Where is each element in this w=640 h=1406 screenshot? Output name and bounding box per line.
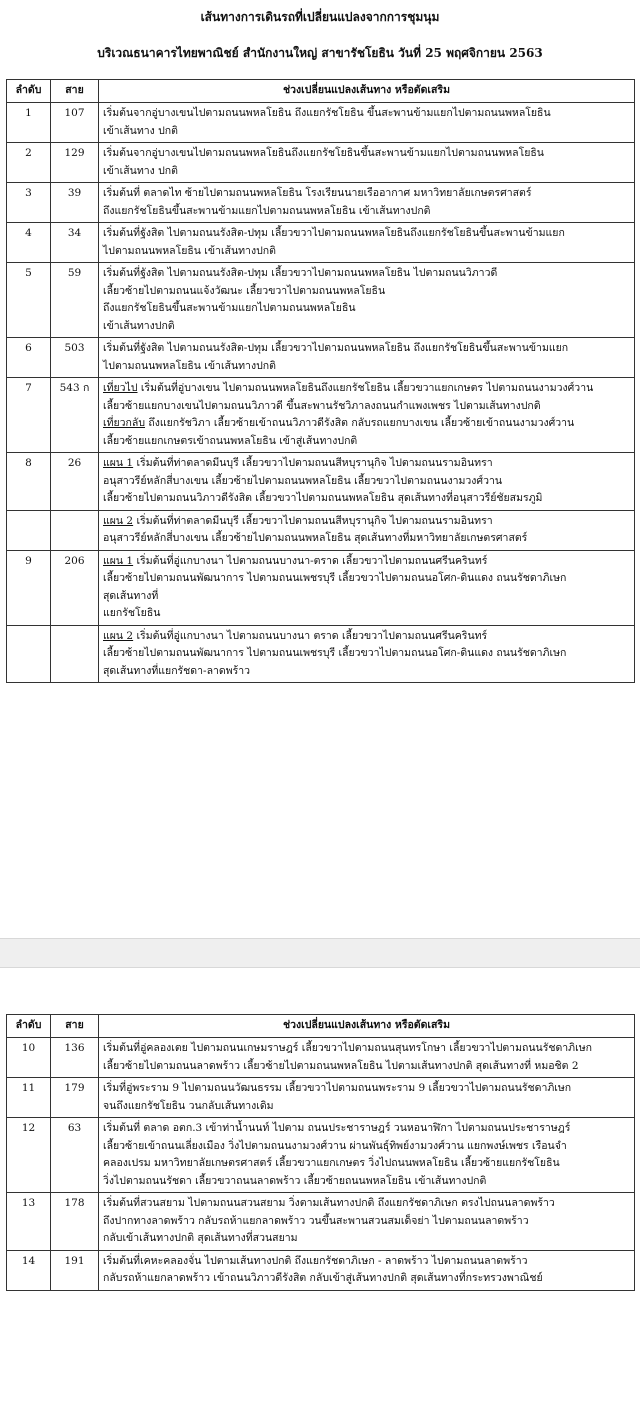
- route-description-line: [103, 1138, 630, 1156]
- table-row: [7, 1250, 635, 1290]
- route-description-line: [103, 415, 630, 433]
- route-description-line: [103, 145, 630, 163]
- route-description-line: [103, 318, 630, 336]
- cell-order: 5: [7, 263, 51, 338]
- table-row: [7, 263, 635, 338]
- route-description-line: [103, 105, 630, 123]
- cell-route-change: [99, 625, 635, 683]
- route-description-line: [103, 163, 630, 181]
- plan-label: แผน 2: [103, 514, 134, 527]
- route-description-line: [103, 243, 630, 261]
- route-description-text: เข้าเส้นทาง ปกติ: [103, 164, 178, 177]
- route-description-line: [103, 398, 630, 416]
- cell-route-change: [99, 1193, 635, 1251]
- route-description-text: ถึงแยกรัชโยธินขึ้นสะพานข้ามแยกไปตามถนนพหลโยธิน: [103, 302, 356, 314]
- route-description-line: [103, 473, 630, 491]
- route-description-line: [103, 455, 630, 473]
- route-description-line: [103, 1213, 630, 1231]
- route-description-line: [103, 225, 630, 243]
- route-description-text: เริ่มต้นที่ท่าตลาดมีนบุรี เลี้ยวขวาไปตามถนนสีหบุรานุกิจ ไปตามถนนรามอินทรา: [133, 514, 493, 527]
- cell-order: 8: [7, 453, 51, 511]
- cell-order: 3: [7, 183, 51, 223]
- route-description-text: ถึงแยกรัชวิภา เลี้ยวซ้ายเข้าถนนวิภาวดีรังสิต กลับรถแยกบางเขน เลี้ยวซ้ายเข้าถนนงามวงศ์วาน: [145, 417, 575, 429]
- cell-route-change: [99, 550, 635, 625]
- table-row: [7, 453, 635, 511]
- cell-route: 206: [51, 550, 99, 625]
- cell-route-change: [99, 263, 635, 338]
- cell-route-change: [99, 338, 635, 378]
- plan-label: แผน 1: [103, 554, 134, 567]
- plan-label: เที่ยวกลับ: [103, 417, 146, 429]
- cell-route-change: [99, 1250, 635, 1290]
- route-description-line: [103, 645, 630, 663]
- route-description-line: [103, 553, 630, 571]
- cell-order: 7: [7, 378, 51, 453]
- route-description-text: เริ่มต้นจากอู่บางเขนไปตามถนนพหลโยธิน ถึงแยกรัชโยธิน ขึ้นสะพานข้ามแยกไปตามถนนพหลโยธิน: [103, 107, 551, 119]
- route-description-text: เริ่มต้นที่ฐังสิต ไปตามถนนรังสิต-ปทุม เลี้ยวขวาไปตามถนนพหลโยธิน ถึงแยกรัชโยธินขึ้นสะพานข้ามแยก: [103, 342, 569, 354]
- cell-route-change: [99, 1038, 635, 1078]
- cell-order: 10: [7, 1038, 51, 1078]
- route-description-text: เลี้ยวซ้ายไปตามถนนลาดพร้าว เลี้ยวซ้ายไปตามถนนพหลโยธิน ไปตามเส้นทางปกติ สุดเส้นทางที่ หมอชิต 2: [103, 1059, 579, 1072]
- route-description-text: กลับรถห้าแยกลาดพร้าว เข้าถนนวิภาวดีรังสิต กลับเข้าสู่เส้นทางปกติ สุดเส้นทางที่กระทรวงพาณิชย์: [103, 1272, 543, 1284]
- route-description-line: [103, 513, 630, 531]
- route-description-line: [103, 605, 630, 623]
- column-header-change: ช่วงเปลี่ยนแปลงเส้นทาง หรือตัดเสริม: [99, 80, 635, 103]
- route-description-line: [103, 1080, 630, 1098]
- cell-route: 178: [51, 1193, 99, 1251]
- table-row: [7, 143, 635, 183]
- table-row: [7, 103, 635, 143]
- route-description-line: [103, 490, 630, 508]
- cell-route: 26: [51, 453, 99, 511]
- cell-route: 39: [51, 183, 99, 223]
- cell-route-change: [99, 378, 635, 453]
- route-description-text: เลี้ยวซ้ายแยกบางเขนไปตามถนนวิภาวดี ขึ้นสะพานรัชวิภาลงถนนกำแพงเพชร ไปตามเส้นทางปกติ: [103, 399, 541, 412]
- route-description-line: [103, 570, 630, 588]
- route-description-text: เลี้ยวซ้ายเข้าถนนเลี่ยงเมือง วิ่งไปตามถนนงามวงศ์วาน ผ่านพันธุ์ทิพย์งามวงศ์วาน แยกพงษ์เพชร เรือนจำ: [103, 1139, 567, 1152]
- table-row: [7, 625, 635, 683]
- cell-route: [51, 625, 99, 683]
- route-description-line: [103, 588, 630, 606]
- route-description-text: เลี้ยวซ้ายไปตามถนนแจ้งวัฒนะ เลี้ยวขวาไปตามถนนพหลโยธิน: [103, 284, 386, 297]
- route-description-text: อนุสาวรีย์หลักสี่บางเขน เลี้ยวซ้ายไปตามถนนพหลโยธิน สุดเส้นทางที่มหาวิทยาลัยเกษตรศาสตร์: [103, 532, 528, 544]
- cell-route: 59: [51, 263, 99, 338]
- cell-route: 136: [51, 1038, 99, 1078]
- route-description-text: กลับเข้าเส้นทางปกติ สุดเส้นทางที่สวนสยาม: [103, 1232, 298, 1244]
- route-description-text: เริ่มต้นที่อู่แกบางนา ไปตามถนนบางนา-ตราด เลี้ยวขวาไปตามถนนศรีนครินทร์: [133, 554, 488, 567]
- column-header-order: ลำดับ: [7, 1015, 51, 1038]
- route-description-text: เริ่มต้นที่อู่บางเขน ไปตามถนนพหลโยธินถึงแยกรัชโยธิน เลี้ยวขวาแยกเกษตร ไปตามถนนงามวงศ์วาน: [137, 382, 594, 394]
- route-description-line: [103, 358, 630, 376]
- route-description-text: เริ่มที่อู่พระราม 9 ไปตามถนนวัฒนธรรม เลี้ยวขวาไปตามถนนพระราม 9 เลี้ยวขวาไปตามถนนรัชดาภิเษก: [103, 1082, 572, 1094]
- cell-route: 34: [51, 223, 99, 263]
- route-description-line: [103, 1058, 630, 1076]
- route-description-text: เริ่มต้นที่อู่แกบางนา ไปตามถนนบางนา ตราด เลี้ยวขวาไปตามถนนศรีนครินทร์: [133, 629, 488, 642]
- table-header-row: [7, 1015, 635, 1038]
- cell-route: 63: [51, 1118, 99, 1193]
- route-description-line: [103, 123, 630, 141]
- cell-route-change: [99, 103, 635, 143]
- plan-label: เที่ยวไป: [103, 382, 138, 394]
- cell-route-change: [99, 143, 635, 183]
- route-description-text: เริ่มต้นที่เคหะคลองจั่น ไปตามเส้นทางปกติ ถึงแยกรัชดาภิเษก - ลาดพร้าว ไปตามถนนลาดพร้าว: [103, 1254, 528, 1267]
- route-description-text: เริ่มต้นที่สวนสยาม ไปตามถนนสวนสยาม วิ่งตามเส้นทางปกติ ถึงแยกรัชดาภิเษก ตรงไปถนนลาดพร้าว: [103, 1197, 555, 1209]
- cell-route: 129: [51, 143, 99, 183]
- cell-route-change: [99, 1078, 635, 1118]
- table-row: [7, 338, 635, 378]
- route-description-text: ไปตามถนนพหลโยธิน เข้าเส้นทางปกติ: [103, 244, 276, 257]
- table-row: [7, 1038, 635, 1078]
- cell-route-change: [99, 1118, 635, 1193]
- cell-route: [51, 510, 99, 550]
- cell-order: 4: [7, 223, 51, 263]
- table-row: [7, 550, 635, 625]
- column-header-order: ลำดับ: [7, 80, 51, 103]
- route-description-text: เลี้ยวซ้ายไปตามถนนพัฒนาการ ไปตามถนนเพชรบุรี เลี้ยวขวาไปตามถนนอโศก-ดินแดง ถนนรัชดาภิเษก: [103, 572, 567, 584]
- route-description-text: เลี้ยวซ้ายไปตามถนนวิภาวดีรังสิต เลี้ยวขวาไปตามถนนพหลโยธิน สุดเส้นทางที่อนุสาวรีย์ชัยสมรภูมิ: [103, 492, 543, 504]
- route-description-line: [103, 1173, 630, 1191]
- route-description-line: [103, 185, 630, 203]
- route-description-text: ถึงปากทางลาดพร้าว กลับรถห้าแยกลาดพร้าว วนขึ้นสะพานสวนสมเด็จย่า ไปตามถนนลาดพร้าว: [103, 1214, 529, 1227]
- route-description-line: [103, 265, 630, 283]
- table-row: [7, 510, 635, 550]
- route-description-line: [103, 380, 630, 398]
- route-description-text: สุดเส้นทางที่แยกรัชดา-ลาดพร้าว: [103, 664, 251, 677]
- cell-order: 13: [7, 1193, 51, 1251]
- route-change-table-page-1: [6, 79, 635, 683]
- document-page-2: [0, 968, 640, 1406]
- route-description-line: [103, 1155, 630, 1173]
- table-header-row: [7, 80, 635, 103]
- route-description-text: เริ่มต้นจากอู่บางเขนไปตามถนนพหลโยธินถึงแยกรัชโยธินขึ้นสะพานข้ามแยกไปตามถนนพหลโยธิน: [103, 147, 544, 159]
- cell-route: 107: [51, 103, 99, 143]
- plan-label: แผน 1: [103, 457, 134, 469]
- cell-route-change: [99, 223, 635, 263]
- table-row: [7, 378, 635, 453]
- route-description-text: ไปตามถนนพหลโยธิน เข้าเส้นทางปกติ: [103, 359, 276, 372]
- table-row: [7, 1118, 635, 1193]
- route-description-text: เริ่มต้นที่ ตลาด อตก.3 เข้าท่าน้ำนนท์ ไปตาม ถนนประชาราษฎร์ วนหอนาฬิกา ไปตามถนนประชาราษฎร์: [103, 1122, 571, 1134]
- cell-order: 11: [7, 1078, 51, 1118]
- route-description-text: วิ่งไปตามถนนรัชดา เลี้ยวขวาถนนลาดพร้าว เลี้ยวซ้ายถนนพหลโยธิน เข้าเส้นทางปกติ: [103, 1174, 487, 1187]
- cell-order: 2: [7, 143, 51, 183]
- route-description-text: เลี้ยวซ้ายไปตามถนนพัฒนาการ ไปตามถนนเพชรบุรี เลี้ยวขวาไปตามถนนอโศก-ดินแดง ถนนรัชดาภิเษก: [103, 647, 567, 659]
- table-row: [7, 183, 635, 223]
- route-description-line: [103, 1195, 630, 1213]
- route-description-line: [103, 283, 630, 301]
- page-separator: [0, 938, 640, 968]
- route-description-line: [103, 1040, 630, 1058]
- cell-route-change: [99, 510, 635, 550]
- route-description-line: [103, 530, 630, 548]
- route-description-text: สุดเส้นทางที่: [103, 589, 159, 602]
- cell-order: 1: [7, 103, 51, 143]
- cell-order: 6: [7, 338, 51, 378]
- table-row: [7, 223, 635, 263]
- document-subtitle: บริเวณธนาคารไทยพาณิชย์ สำนักงานใหญ่ สาขารัชโยธิน วันที่ 25 พฤศจิกายน 2563: [97, 46, 543, 60]
- route-description-text: เริ่มต้นที่อู่คลองเตย ไปตามถนนเกษมราษฎร์ เลี้ยวขวาไปตามถนนสุนทรโกษา เลี้ยวขวาไปตามถนนรัชดาภิเษก: [103, 1042, 592, 1054]
- route-description-line: [103, 1230, 630, 1248]
- route-description-line: [103, 1253, 630, 1271]
- cell-order: 14: [7, 1250, 51, 1290]
- cell-route-change: [99, 453, 635, 511]
- route-description-text: อนุสาวรีย์หลักสี่บางเขน เลี้ยวซ้ายไปตามถนนพหลโยธิน เลี้ยวขวาไปตามถนนงามวงศ์วาน: [103, 474, 503, 487]
- route-description-line: [103, 1120, 630, 1138]
- cell-route: 179: [51, 1078, 99, 1118]
- cell-order: [7, 625, 51, 683]
- route-description-line: [103, 628, 630, 646]
- route-description-text: เข้าเส้นทาง ปกติ: [103, 124, 178, 137]
- route-description-text: คลองเปรม มหาวิทยาลัยเกษตรศาสตร์ เลี้ยวขวาแยกเกษตร วิ่งไปถนนพหลโยธิน เลี้ยวซ้ายแยกรัชโยธิน: [103, 1157, 560, 1169]
- route-description-text: เลี้ยวซ้ายแยกเกษตรเข้าถนนพหลโยธิน เข้าสู่เส้นทางปกติ: [103, 434, 358, 447]
- route-description-text: ถึงแยกรัชโยธินขึ้นสะพานข้ามแยกไปตามถนนพหลโยธิน เข้าเส้นทางปกติ: [103, 204, 431, 217]
- route-description-text: เริ่มต้นที่ฐังสิต ไปตามถนนรังสิต-ปทุม เลี้ยวขวาไปตามถนนพหลโยธิน ไปตามถนนวิภาวดี: [103, 267, 498, 279]
- cell-order: 9: [7, 550, 51, 625]
- cell-route: 543 ก: [51, 378, 99, 453]
- route-change-table-page-2: [6, 1014, 635, 1291]
- route-description-line: [103, 203, 630, 221]
- table-row: [7, 1078, 635, 1118]
- plan-label: แผน 2: [103, 629, 134, 642]
- column-header-route: สาย: [51, 1015, 99, 1038]
- column-header-route: สาย: [51, 80, 99, 103]
- route-description-text: แยกรัชโยธิน: [103, 607, 161, 619]
- cell-route: 191: [51, 1250, 99, 1290]
- route-description-line: [103, 300, 630, 318]
- document-title: เส้นทางการเดินรถที่เปลี่ยนแปลงจากการชุมนุม: [200, 10, 440, 24]
- route-description-text: เริ่มต้นที่ ตลาดไท ซ้ายไปตามถนนพหลโยธิน โรงเรียนนายเรืออากาศ มหาวิทยาลัยเกษตรศาสตร์: [103, 187, 532, 199]
- cell-route: 503: [51, 338, 99, 378]
- table-row: [7, 1193, 635, 1251]
- route-description-line: [103, 1098, 630, 1116]
- cell-order: 12: [7, 1118, 51, 1193]
- cell-order: [7, 510, 51, 550]
- route-description-text: เริ่มต้นที่ท่าตลาดมีนบุรี เลี้ยวขวาไปตามถนนสีหบุรานุกิจ ไปตามถนนรามอินทรา: [133, 457, 493, 469]
- route-description-text: เริ่มต้นที่ฐังสิต ไปตามถนนรังสิต-ปทุม เลี้ยวขวาไปตามถนนพหลโยธินถึงแยกรัชโยธินขึ้นสะพานข้ามแยก: [103, 227, 565, 239]
- route-description-text: เข้าเส้นทางปกติ: [103, 319, 175, 332]
- route-description-line: [103, 433, 630, 451]
- route-description-line: [103, 340, 630, 358]
- cell-route-change: [99, 183, 635, 223]
- route-description-line: [103, 663, 630, 681]
- column-header-change: ช่วงเปลี่ยนแปลงเส้นทาง หรือตัดเสริม: [99, 1015, 635, 1038]
- route-description-text: จนถึงแยกรัชโยธิน วนกลับเส้นทางเดิม: [103, 1099, 274, 1112]
- route-description-line: [103, 1270, 630, 1288]
